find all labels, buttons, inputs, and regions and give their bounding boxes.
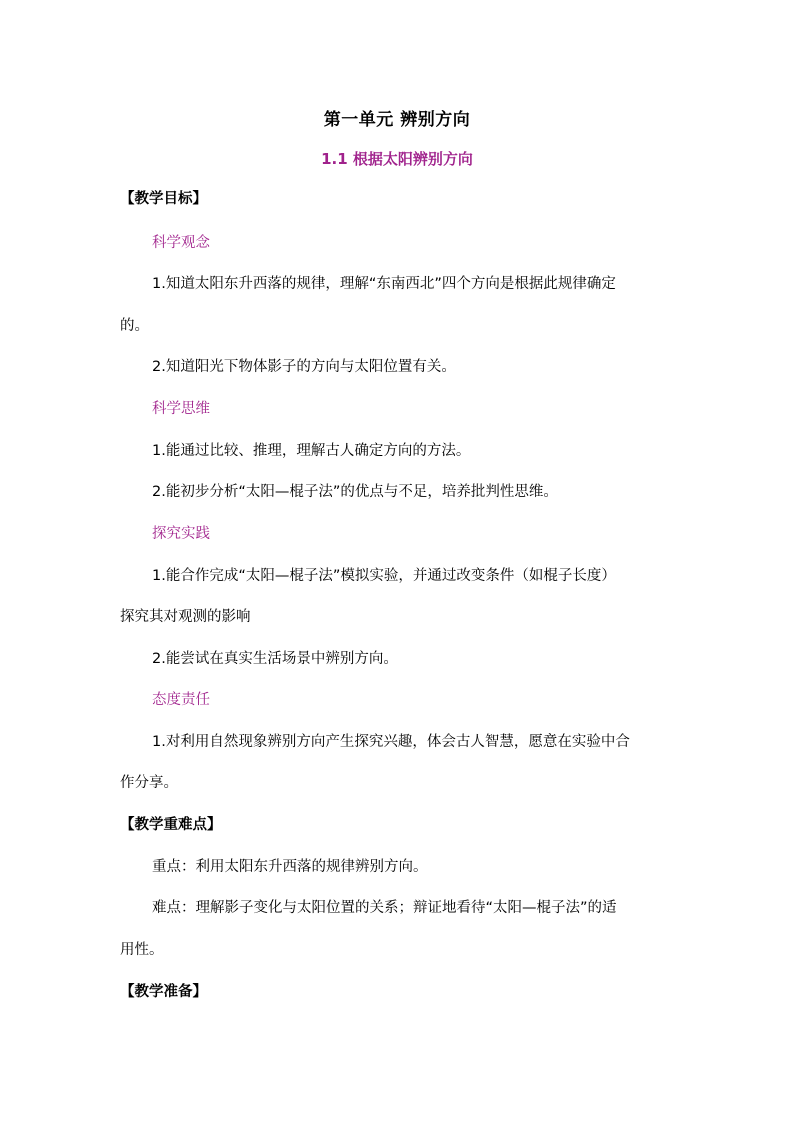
practice-item2: 2.能尝试在真实生活场景中辨别方向。 [152, 651, 398, 667]
lesson-subtitle: 1.1 根据太阳辨别方向 [321, 150, 473, 168]
practice-item1-line2: 探究其对观测的影响 [120, 609, 251, 625]
keypoints-heading: 【教学重难点】 [120, 817, 222, 833]
preparation-heading: 【教学准备】 [120, 984, 207, 1000]
thinking-item1: 1.能通过比较、推理，理解古人确定方向的方法。 [152, 443, 471, 459]
concept-label: 科学观念 [152, 235, 210, 251]
practice-label: 探究实践 [152, 526, 210, 542]
concept-item2: 2.知道阳光下物体影子的方向与太阳位置有关。 [152, 359, 456, 375]
keypoint-difficult-line1: 难点：理解影子变化与太阳位置的关系；辩证地看待“太阳—棍子法”的适 [152, 900, 617, 916]
practice-item1-line1: 1.能合作完成“太阳—棍子法”模拟实验，并通过改变条件（如棍子长度） [152, 568, 616, 584]
attitude-item1-line1: 1.对利用自然现象辨别方向产生探究兴趣，体会古人智慧，愿意在实验中合 [152, 734, 630, 750]
thinking-item2: 2.能初步分析“太阳—棍子法”的优点与不足，培养批判性思维。 [152, 484, 558, 500]
thinking-label: 科学思维 [152, 401, 210, 417]
unit-title: 第一单元 辨别方向 [323, 110, 471, 130]
goals-heading: 【教学目标】 [120, 191, 207, 207]
concept-item1-line1: 1.知道太阳东升西落的规律，理解“东南西北”四个方向是根据此规律确定 [152, 276, 616, 292]
concept-item1-line2: 的。 [120, 318, 149, 334]
attitude-item1-line2: 作分享。 [120, 775, 178, 791]
keypoint-key: 重点：利用太阳东升西落的规律辨别方向。 [152, 859, 428, 875]
keypoint-difficult-line2: 用性。 [120, 942, 164, 958]
attitude-label: 态度责任 [152, 692, 210, 708]
